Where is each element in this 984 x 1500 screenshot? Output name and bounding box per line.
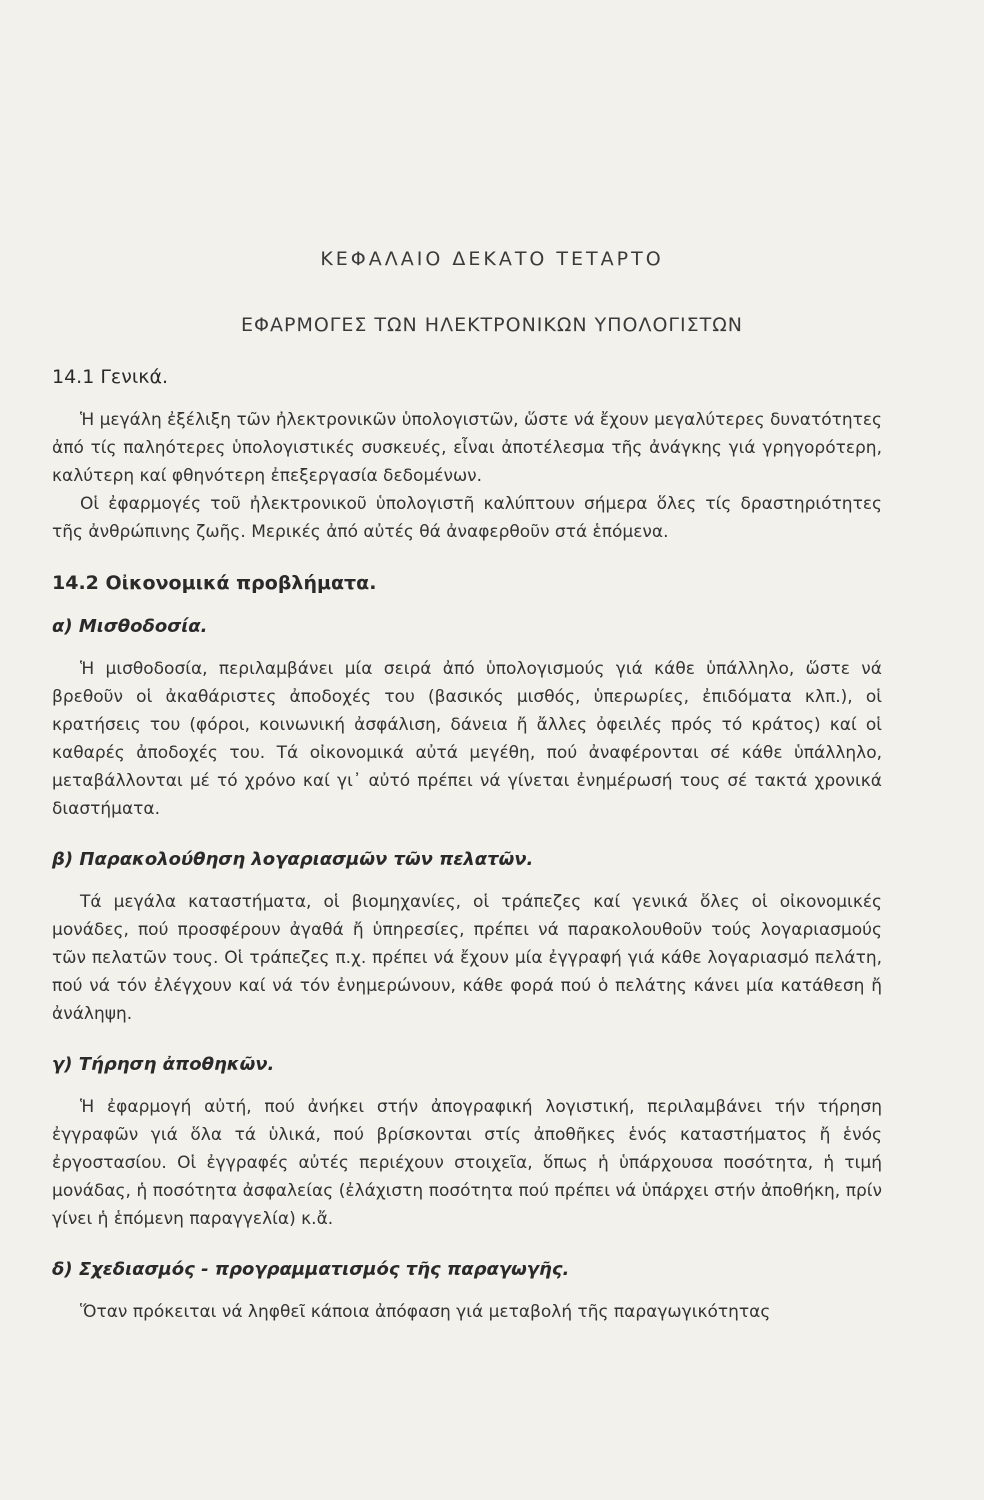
subsection-heading-warehouses: γ) Τήρηση ἀποθηκῶν. (52, 1054, 275, 1075)
paragraph-general-2: Οἱ ἐφαρμογές τοῦ ἠλεκτρονικοῦ ὑπολογιστῆ καλύπτουν σήμερα ὅλες τίς δραστηριότητες τῆς ἀνθρώπινης ζωῆς. Μερικές ἀπό αὐτές θά ἀναφερθοῦν στά ἑπόμενα. (52, 494, 882, 542)
page-content (52, 366, 882, 1326)
subsection-heading-accounts: β) Παρακολούθηση λογαριασμῶν τῶν πελατῶν. (52, 849, 534, 870)
section-heading-economic: 14.2 Οἰκονομικά προβλήματα. (52, 572, 377, 594)
section-heading-general: 14.1 Γενικά. (52, 366, 169, 388)
chapter-subtitle: ΕΦΑΡΜΟΓΕΣ ΤΩΝ ΗΛΕΚΤΡΟΝΙΚΩΝ ΥΠΟΛΟΓΙΣΤΩΝ (241, 314, 743, 336)
paragraph-general-1: Ἡ μεγάλη ἐξέλιξη τῶν ἠλεκτρονικῶν ὑπολογιστῶν, ὥστε νά ἔχουν μεγαλύτερες δυνατότητες ἀπό τίς παληότερες ὑπολογιστικές συσκευές, εἶναι ἀποτέλεσμα τῆς ἀνάγκης γιά γρηγορότερη, καλύτερη καί φθηνότερη ἐπεξεργασία δεδομένων. (52, 410, 883, 486)
paragraph-production: Ὅταν πρόκειται νά ληφθεῖ κάποια ἀπόφαση γιά μεταβολή τῆς παραγωγικότητας (80, 1302, 771, 1322)
paragraph-payroll: Ἡ μισθοδοσία, περιλαμβάνει μία σειρά ἀπό ὑπολογισμούς γιά κάθε ὑπάλληλο, ὥστε νά βρεθοῦν οἱ ἀκαθάριστες ἀποδοχές του (βασικός μισθός, ὑπερωρίες, ἐπιδόματα κλπ.), οἱ κρατήσεις του (φόροι, κοινωνική ἀσφάλιση, δάνεια ἤ ἄλλες ὀφειλές πρός τό κράτος) καί οἱ καθαρές ἀποδοχές του. Τά οἰκονομικά αὐτά μεγέθη, πού ἀναφέρονται σέ κάθε ὑπάλληλο, μεταβάλλονται μέ τό χρόνο καί γι᾽ αὐτό πρέπει νά γίνεται ἐνημέρωσή τους σέ τακτά χρονικά διαστήματα. (52, 659, 882, 819)
paragraph-accounts: Τά μεγάλα καταστήματα, οἱ βιομηχανίες, οἱ τράπεζες καί γενικά ὅλες οἱ οἰκονομικές μονάδες, πού προσφέρουν ἀγαθά ἤ ὑπηρεσίες, πρέπει νά παρακολουθοῦν τούς λογαριασμούς τῶν πελατῶν τους. Οἱ τράπεζες π.χ. πρέπει νά ἔχουν μία ἐγγραφή γιά κάθε λογαριασμό πελάτη, πού νά τόν ἐλέγχουν καί νά τόν ἐνημερώνουν, κάθε φορά πού ὁ πελάτης κάνει μία κατάθεση ἤ ἀνάληψη. (52, 892, 882, 1024)
subsection-heading-production: δ) Σχεδιασμός - προγραμματισμός τῆς παραγωγῆς. (52, 1259, 570, 1280)
subsection-heading-payroll: α) Μισθοδοσία. (52, 616, 208, 637)
chapter-title: ΚΕΦΑΛΑΙΟ ΔΕΚΑΤΟ ΤΕΤΑΡΤΟ (320, 248, 664, 270)
paragraph-warehouses: Ἡ ἐφαρμογή αὐτή, πού ἀνήκει στήν ἀπογραφική λογιστική, περιλαμβάνει τήν τήρηση ἐγγραφῶν γιά ὅλα τά ὑλικά, πού βρίσκονται στίς ἀποθῆκες ἑνός καταστήματος ἤ ἑνός ἐργοστασίου. Οἱ ἐγγραφές αὐτές περιέχουν στοιχεῖα, ὅπως ἡ ὑπάρχουσα ποσότητα, ἡ τιμή μονάδας, ἡ ποσότητα ἀσφαλείας (ἐλάχιστη ποσότητα πού πρέπει νά ὑπάρχει στήν ἀποθήκη, πρίν γίνει ἡ ἑπόμενη παραγγελία) κ.ἄ. (52, 1097, 882, 1229)
